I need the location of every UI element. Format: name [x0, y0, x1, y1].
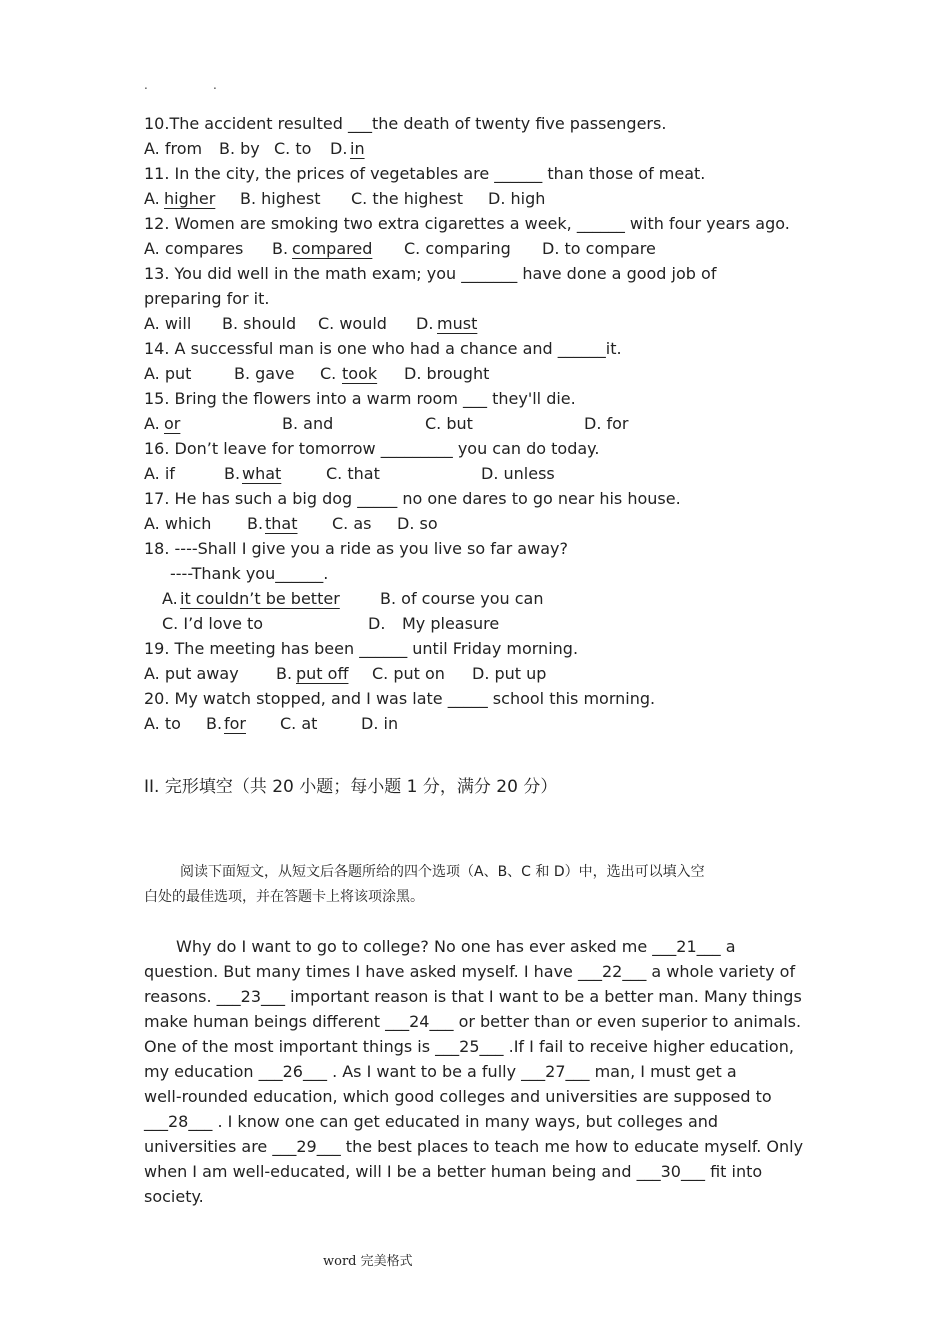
header-dot: .	[144, 78, 148, 92]
passage-line: make human beings different ___24___ or better than or even superior to animals.	[144, 1012, 802, 1031]
option: C. would	[318, 314, 387, 333]
option: B.	[276, 664, 293, 683]
question-10-stem: 10.The accident resulted ___the death of twenty five passengers.	[144, 114, 667, 133]
option: D. unless	[481, 464, 555, 483]
option: D. brought	[404, 364, 490, 383]
passage-line: universities are ___29___ the best places to teach me how to educate myself. Only	[144, 1137, 804, 1156]
option: B. by	[219, 139, 260, 158]
option: A. put	[144, 364, 192, 383]
question-14-stem: 14. A successful man is one who had a chance and ______it.	[144, 339, 622, 358]
passage-line: One of the most important things is ___25___ .If I fail to receive higher education,	[144, 1037, 794, 1056]
answer-underlined: for	[224, 714, 246, 733]
passage-line: my education ___26___ . As I want to be a fully ___27___ man, I must get a	[144, 1062, 737, 1081]
instructions-line-2: 白处的最佳选项，并在答题卡上将该项涂黑。	[144, 889, 424, 905]
option: C. the highest	[351, 189, 464, 208]
passage-line: when I am well-educated, will I be a better human being and ___30___ fit into	[144, 1162, 763, 1181]
option: B.	[206, 714, 223, 733]
option: B.	[272, 239, 289, 258]
answer-underlined: what	[242, 464, 282, 483]
question-18-reply: ----Thank you______.	[170, 564, 329, 583]
question-18-stem: 18. ----Shall I give you a ride as you live so far away?	[144, 539, 568, 558]
header-dot: .	[213, 78, 217, 92]
answer-underlined: must	[437, 314, 478, 333]
answer-underlined: or	[164, 414, 181, 433]
option: B. and	[282, 414, 334, 433]
option: D.	[416, 314, 434, 333]
option: D. so	[397, 514, 438, 533]
option: A.	[144, 414, 160, 433]
passage-line: society.	[144, 1187, 204, 1206]
question-16-stem: 16. Don’t leave for tomorrow _________ you can do today.	[144, 439, 600, 458]
option: A.	[144, 189, 160, 208]
question-13-stem: 13. You did well in the math exam; you _______ have done a good job of	[144, 264, 717, 283]
question-11-stem: 11. In the city, the prices of vegetables are ______ than those of meat.	[144, 164, 706, 183]
option: D. for	[584, 414, 629, 433]
question-12-stem: 12. Women are smoking two extra cigarettes a week, ______ with four years ago.	[144, 214, 790, 233]
option: D. put up	[472, 664, 547, 683]
option: C. at	[280, 714, 318, 733]
option: B.	[247, 514, 264, 533]
option: B. should	[222, 314, 297, 333]
option: C. but	[425, 414, 473, 433]
option: C. put on	[372, 664, 445, 683]
passage-line: well-rounded education, which good colleges and universities are supposed to	[144, 1087, 772, 1106]
answer-underlined: in	[350, 139, 365, 158]
section-title: II. 完形填空（共 20 小题；每小题 1 分，满分 20 分）	[144, 777, 558, 797]
option: C. as	[332, 514, 372, 533]
footer: word 完美格式	[323, 1254, 413, 1269]
option: D. high	[488, 189, 546, 208]
option: A. compares	[144, 239, 244, 258]
option: A. from	[144, 139, 203, 158]
answer-underlined: took	[342, 364, 378, 383]
question-17-stem: 17. He has such a big dog _____ no one dares to go near his house.	[144, 489, 681, 508]
option: D.	[368, 614, 386, 633]
question-13-stem-cont: preparing for it.	[144, 289, 270, 308]
option: A.	[162, 589, 178, 608]
passage-line: reasons. ___23___ important reason is that I want to be a better man. Many things	[144, 987, 802, 1006]
option: B. of course you can	[380, 589, 544, 608]
answer-underlined: compared	[292, 239, 373, 258]
option: C. to	[274, 139, 312, 158]
answer-underlined: higher	[164, 189, 216, 208]
option: D. to compare	[542, 239, 656, 258]
option: A. which	[144, 514, 212, 533]
question-20-stem: 20. My watch stopped, and I was late _____ school this morning.	[144, 689, 656, 708]
option: A. if	[144, 464, 175, 483]
passage-line: ___28___ . I know one can get educated in many ways, but colleges and	[144, 1112, 719, 1131]
option: B. gave	[234, 364, 295, 383]
passage-line: question. But many times I have asked myself. I have ___22___ a whole variety of	[144, 962, 796, 981]
option: C. I’d love to	[162, 614, 264, 633]
option: A. will	[144, 314, 192, 333]
option: C. comparing	[404, 239, 511, 258]
instructions-line-1: 阅读下面短文，从短文后各题所给的四个选项（A、B、C 和 D）中，选出可以填入空	[180, 864, 705, 880]
answer-underlined: that	[265, 514, 298, 533]
option: My pleasure	[402, 614, 500, 633]
option: B. highest	[240, 189, 321, 208]
question-15-stem: 15. Bring the flowers into a warm room ___ they'll die.	[144, 389, 576, 408]
question-19-stem: 19. The meeting has been ______ until Friday morning.	[144, 639, 579, 658]
answer-underlined: put off	[296, 664, 349, 683]
option: D. in	[361, 714, 399, 733]
passage-line: Why do I want to go to college? No one has ever asked me ___21___ a	[176, 937, 736, 956]
option: A. to	[144, 714, 181, 733]
option: C. that	[326, 464, 380, 483]
option: D.	[330, 139, 348, 158]
option: B.	[224, 464, 241, 483]
answer-underlined: it couldn’t be better	[180, 589, 340, 608]
option: A. put away	[144, 664, 239, 683]
option: C.	[320, 364, 337, 383]
